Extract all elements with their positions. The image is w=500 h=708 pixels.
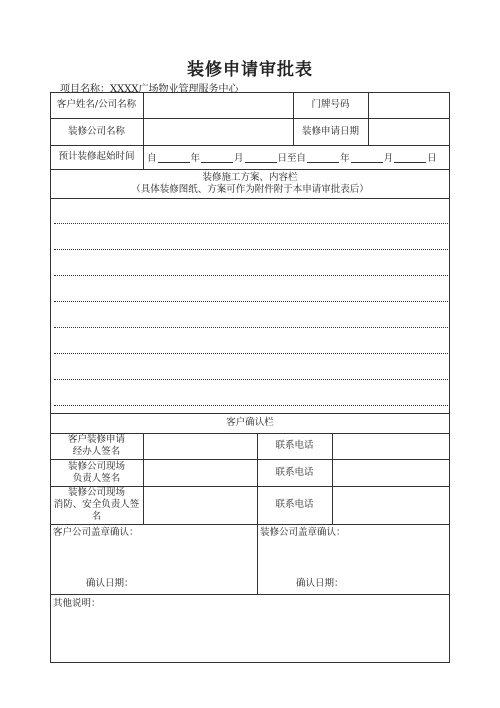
period-label: 预计装修起始时间 (58, 151, 135, 162)
apply-date-field[interactable] (368, 118, 450, 145)
door-number-label: 门牌号码 (311, 99, 350, 110)
year-text-2: 年 (340, 153, 350, 164)
other-notes-label: 其他说明： (53, 598, 101, 609)
period-field[interactable] (147, 146, 437, 168)
period-from: 自 (147, 153, 157, 164)
month-text: 月 (234, 153, 244, 164)
other-notes-area[interactable] (50, 594, 450, 663)
safety-manager-signature[interactable] (143, 486, 257, 524)
safety-manager-label: 装修公司现场 消防、安全负责人签 名 (53, 487, 140, 522)
client-agent-label: 客户装修申请 经办人签名 (67, 434, 125, 457)
apply-date-label: 装修申请日期 (301, 125, 359, 137)
plan-content-area[interactable] (50, 198, 450, 413)
month-text-2: 月 (383, 153, 394, 164)
site-manager-label: 装修公司现场 负责人签名 (67, 460, 125, 484)
form-title: 装修申请审批表 (187, 60, 313, 80)
client-agent-signature[interactable] (143, 433, 257, 459)
client-name-label: 客户姓名/公司名称 (56, 99, 137, 110)
end-day-blank[interactable] (394, 152, 426, 163)
year-text: 年 (190, 153, 201, 164)
phone-field-3[interactable] (332, 486, 450, 524)
start-year-blank[interactable] (158, 152, 190, 163)
client-stamp-label: 客户公司盖章确认： (53, 527, 139, 538)
project-name: 项目名称：XXXX广场物业管理服务中心 (60, 84, 239, 95)
client-name-field[interactable] (143, 92, 293, 118)
phone-field-1[interactable] (332, 433, 450, 459)
company-name-field[interactable] (143, 118, 293, 145)
start-day-blank[interactable] (245, 152, 277, 163)
day-text: 日 (427, 153, 437, 164)
client-confirm-date: 确认日期： (86, 578, 134, 589)
end-year-blank[interactable] (307, 152, 339, 163)
company-confirm-date: 确认日期： (296, 578, 344, 589)
day-to-text: 日至自 (277, 153, 307, 164)
plan-header-title: 装修施工方案、内容栏 (202, 171, 298, 183)
confirm-section-title: 客户确认栏 (226, 417, 274, 428)
phone-label-1: 联系电话 (275, 440, 314, 451)
end-month-blank[interactable] (351, 152, 383, 163)
plan-header (50, 169, 450, 198)
phone-label-3: 联系电话 (275, 499, 314, 510)
company-name-label: 装修公司名称 (67, 125, 125, 137)
phone-field-2[interactable] (332, 459, 450, 486)
door-number-field[interactable] (368, 92, 450, 118)
phone-label-2: 联系电话 (275, 466, 314, 478)
plan-header-note: （具体装修图纸、方案可作为附件附于本申请审批表后） (131, 183, 369, 195)
start-month-blank[interactable] (201, 152, 233, 163)
site-manager-signature[interactable] (143, 459, 257, 486)
company-stamp-label: 装修公司盖章确认： (260, 527, 346, 538)
